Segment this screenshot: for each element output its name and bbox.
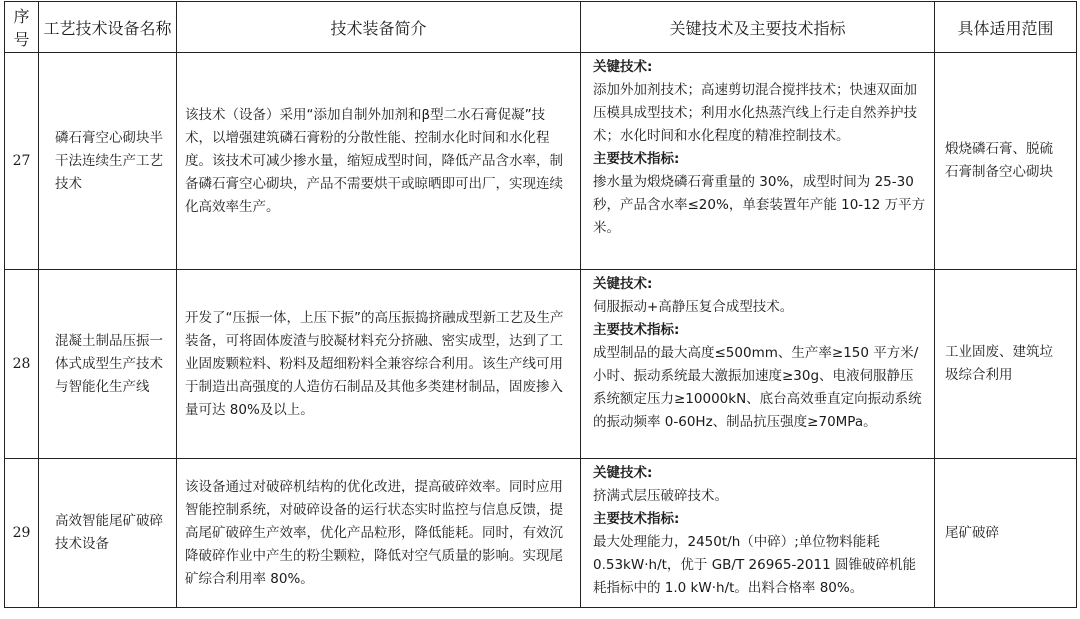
key-tech-label: 关键技术: xyxy=(593,465,653,481)
row-intro: 开发了“压振一体，上压下振”的高压振捣挤融成型新工艺及生产装备，可将固体废渣与胶凝材料充分挤融、密实成型，达到了工业固废颗粒料、粉料及超细粉料全兼容综合利用。该生产线可用于制造出高强度的人造仿石制品及其他多类建材制品，固废掺入量可达 80%及以上。 xyxy=(177,270,581,459)
header-row xyxy=(5,2,1077,53)
row-scope: 煅烧磷石膏、脱硫石膏制备空心砌块 xyxy=(935,53,1077,270)
key-tech-text: 添加外加剂技术；高速剪切混合搅拌技术；快速双面加压模具成型技术；利用水化热蒸汽线上行走自然养护技术；水化时间和水化程度的精准控制技术。 xyxy=(593,82,917,144)
index-label: 主要技术指标: xyxy=(593,511,680,527)
row-seq: 27 xyxy=(5,53,39,270)
index-text: 最大处理能力，2450t/h（中碎）;单位物料能耗 0.53kW·h/t，优于 GB/T 26965-2011 圆锥破碎机能耗指标中的 1.0 kW·h/t。出料合格率 80%。 xyxy=(593,534,916,596)
header-key: 关键技术及主要技术指标 xyxy=(581,2,935,53)
header-name: 工艺技术设备名称 xyxy=(39,2,177,53)
row-name: 混凝土制品压振一体式成型生产技术与智能化生产线 xyxy=(39,270,177,459)
index-text: 成型制品的最大高度≤500mm、生产率≥150 平方米/小时、振动系统最大激振加速度≥30g、电液伺服静压系统额定压力≥10000kN、底台高效垂直定向振动系统的振动频率 0-60Hz、制品抗压强度≥70MPa。 xyxy=(593,345,922,430)
index-label: 主要技术指标: xyxy=(593,322,680,338)
technology-table xyxy=(4,1,1077,608)
row-key-tech xyxy=(581,53,935,270)
key-tech-label: 关键技术: xyxy=(593,59,653,75)
index-text: 掺水量为煅烧磷石膏重量的 30%，成型时间为 25-30 秒，产品含水率≤20%，单套装置年产能 10-12 万平方米。 xyxy=(593,174,926,236)
table-row xyxy=(5,270,1077,459)
index-label: 主要技术指标: xyxy=(593,151,680,167)
row-seq: 28 xyxy=(5,270,39,459)
row-key-tech xyxy=(581,459,935,608)
row-seq: 29 xyxy=(5,459,39,608)
key-tech-text: 挤满式层压破碎技术。 xyxy=(593,488,728,504)
row-scope: 尾矿破碎 xyxy=(935,459,1077,608)
key-tech-text: 伺服振动+高静压复合成型技术。 xyxy=(593,299,794,315)
row-scope: 工业固废、建筑垃圾综合利用 xyxy=(935,270,1077,459)
header-scope: 具体适用范围 xyxy=(935,2,1077,53)
header-seq: 序号 xyxy=(5,2,39,53)
row-intro: 该设备通过对破碎机结构的优化改进，提高破碎效率。同时应用智能控制系统，对破碎设备的运行状态实时监控与信息反馈，提高尾矿破碎生产效率，优化产品粒形，降低能耗。同时，有效沉降破碎作业中产生的粉尘颗粒，降低对空气质量的影响。实现尾矿综合利用率 80%。 xyxy=(177,459,581,608)
table-row xyxy=(5,459,1077,608)
row-name: 高效智能尾矿破碎技术设备 xyxy=(39,459,177,608)
key-tech-label: 关键技术: xyxy=(593,276,653,292)
row-intro: 该技术（设备）采用“添加自制外加剂和β型二水石膏促凝”技术，以增强建筑磷石膏粉的分散性能、控制水化时间和水化程度。该技术可减少掺水量，缩短成型时间，降低产品含水率，制备磷石膏空心砌块，产品不需要烘干或晾晒即可出厂，实现连续化高效率生产。 xyxy=(177,53,581,270)
header-intro: 技术装备简介 xyxy=(177,2,581,53)
table-row xyxy=(5,53,1077,270)
row-key-tech xyxy=(581,270,935,459)
row-name: 磷石膏空心砌块半干法连续生产工艺技术 xyxy=(39,53,177,270)
